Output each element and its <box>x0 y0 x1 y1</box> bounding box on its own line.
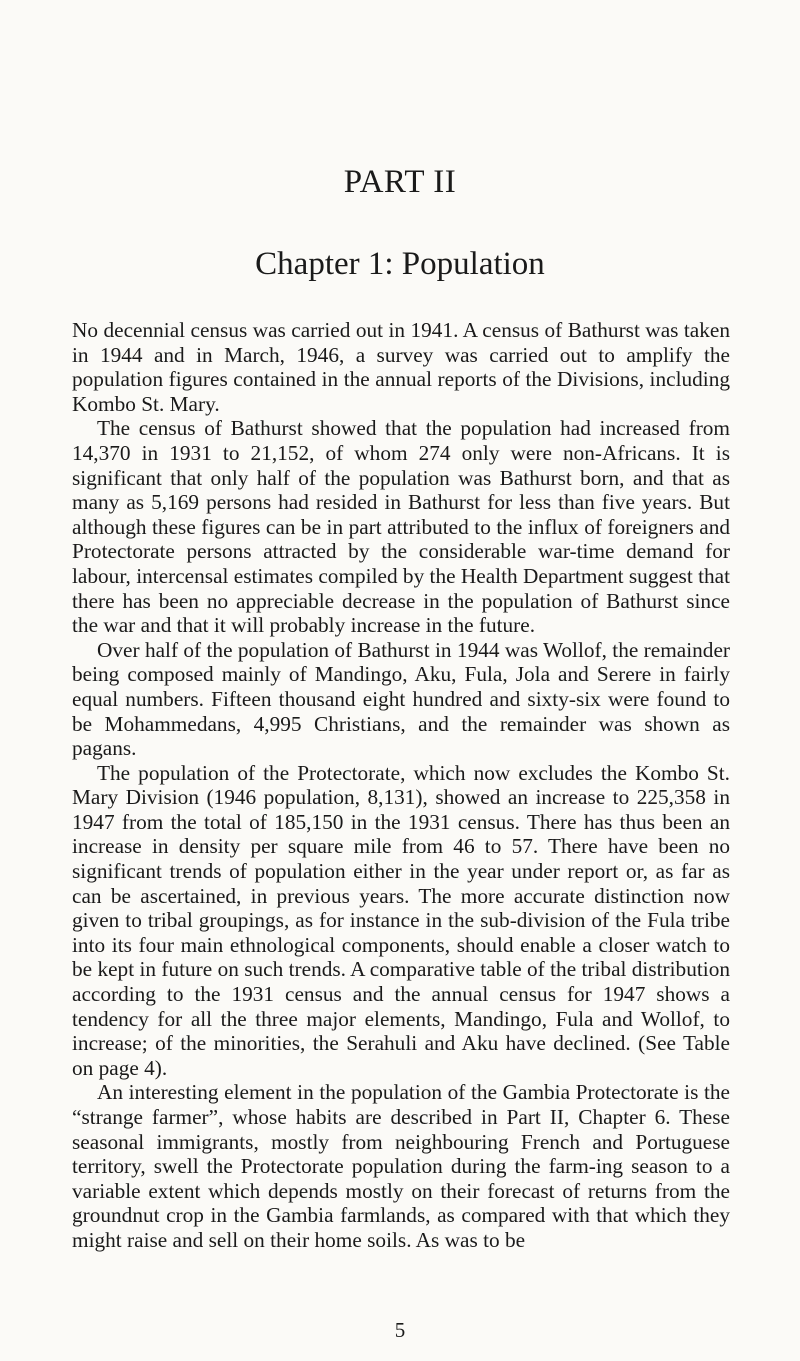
paragraph: The population of the Protectorate, which now excludes the Kombo St. Mary Division (1946 population, 8,131), showed an increase to 225,358 in 1947 from the total of 185,150 in the 1931 census. There has thus been an increase in density per square mile from 46 to 57. There have been no significant trends of population either in the year under report or, as far as can be ascertained, in previous years. The more accurate distinction now given to tribal groupings, as for instance in the sub-division of the Fula tribe into its four main ethnological components, should enable a closer watch to be kept in future on such trends. A comparative table of the tribal distribution according to the 1931 census and the annual census for 1947 shows a tendency for all the three major elements, Mandingo, Fula and Wollof, to increase; of the minorities, the Serahuli and Aku have declined. (See Table on page 4). <box>72 760 730 1080</box>
page-number: 5 <box>394 1318 406 1342</box>
paragraph: Over half of the population of Bathurst in 1944 was Wollof, the remainder being composed mainly of Mandingo, Aku, Fula, Jola and Serere in fairly equal numbers. Fifteen thousand eight hundred and sixty-six were found to be Mohammedans, 4,995 Christians, and the remainder was shown as pagans. <box>72 637 730 761</box>
paragraph: An interesting element in the population of the Gambia Protectorate is the “strange farmer”, whose habits are described in Part II, Chapter 6. These seasonal immigrants, mostly from neighbouring French and Portuguese territory, swell the Protectorate population during the farm-ing season to a variable extent which depends mostly on their forecast of returns from the groundnut crop in the Gambia farmlands, as compared with that which they might raise and sell on their home soils. As was to be <box>72 1080 730 1252</box>
chapter-heading: Chapter 1: Population <box>255 246 545 282</box>
paragraph: No decennial census was carried out in 1941. A census of Bathurst was taken in 1944 and in March, 1946, a survey was carried out to amplify the population figures contained in the annual reports of the Divisions, including Kombo St. Mary. <box>72 318 730 416</box>
body-text <box>72 318 730 1253</box>
paragraph: The census of Bathurst showed that the population had increased from 14,370 in 1931 to 21,152, of whom 274 only were non-Africans. It is significant that only half of the population was Bathurst born, and that as many as 5,169 persons had resided in Bathurst for less than five years. But although these figures can be in part attributed to the influx of foreigners and Protectorate persons attracted by the considerable war-time demand for labour, intercensal estimates compiled by the Health Department suggest that there has been no appreciable decrease in the population of Bathurst since the war and that it will probably increase in the future. <box>72 416 730 638</box>
part-heading: PART II <box>343 164 457 200</box>
